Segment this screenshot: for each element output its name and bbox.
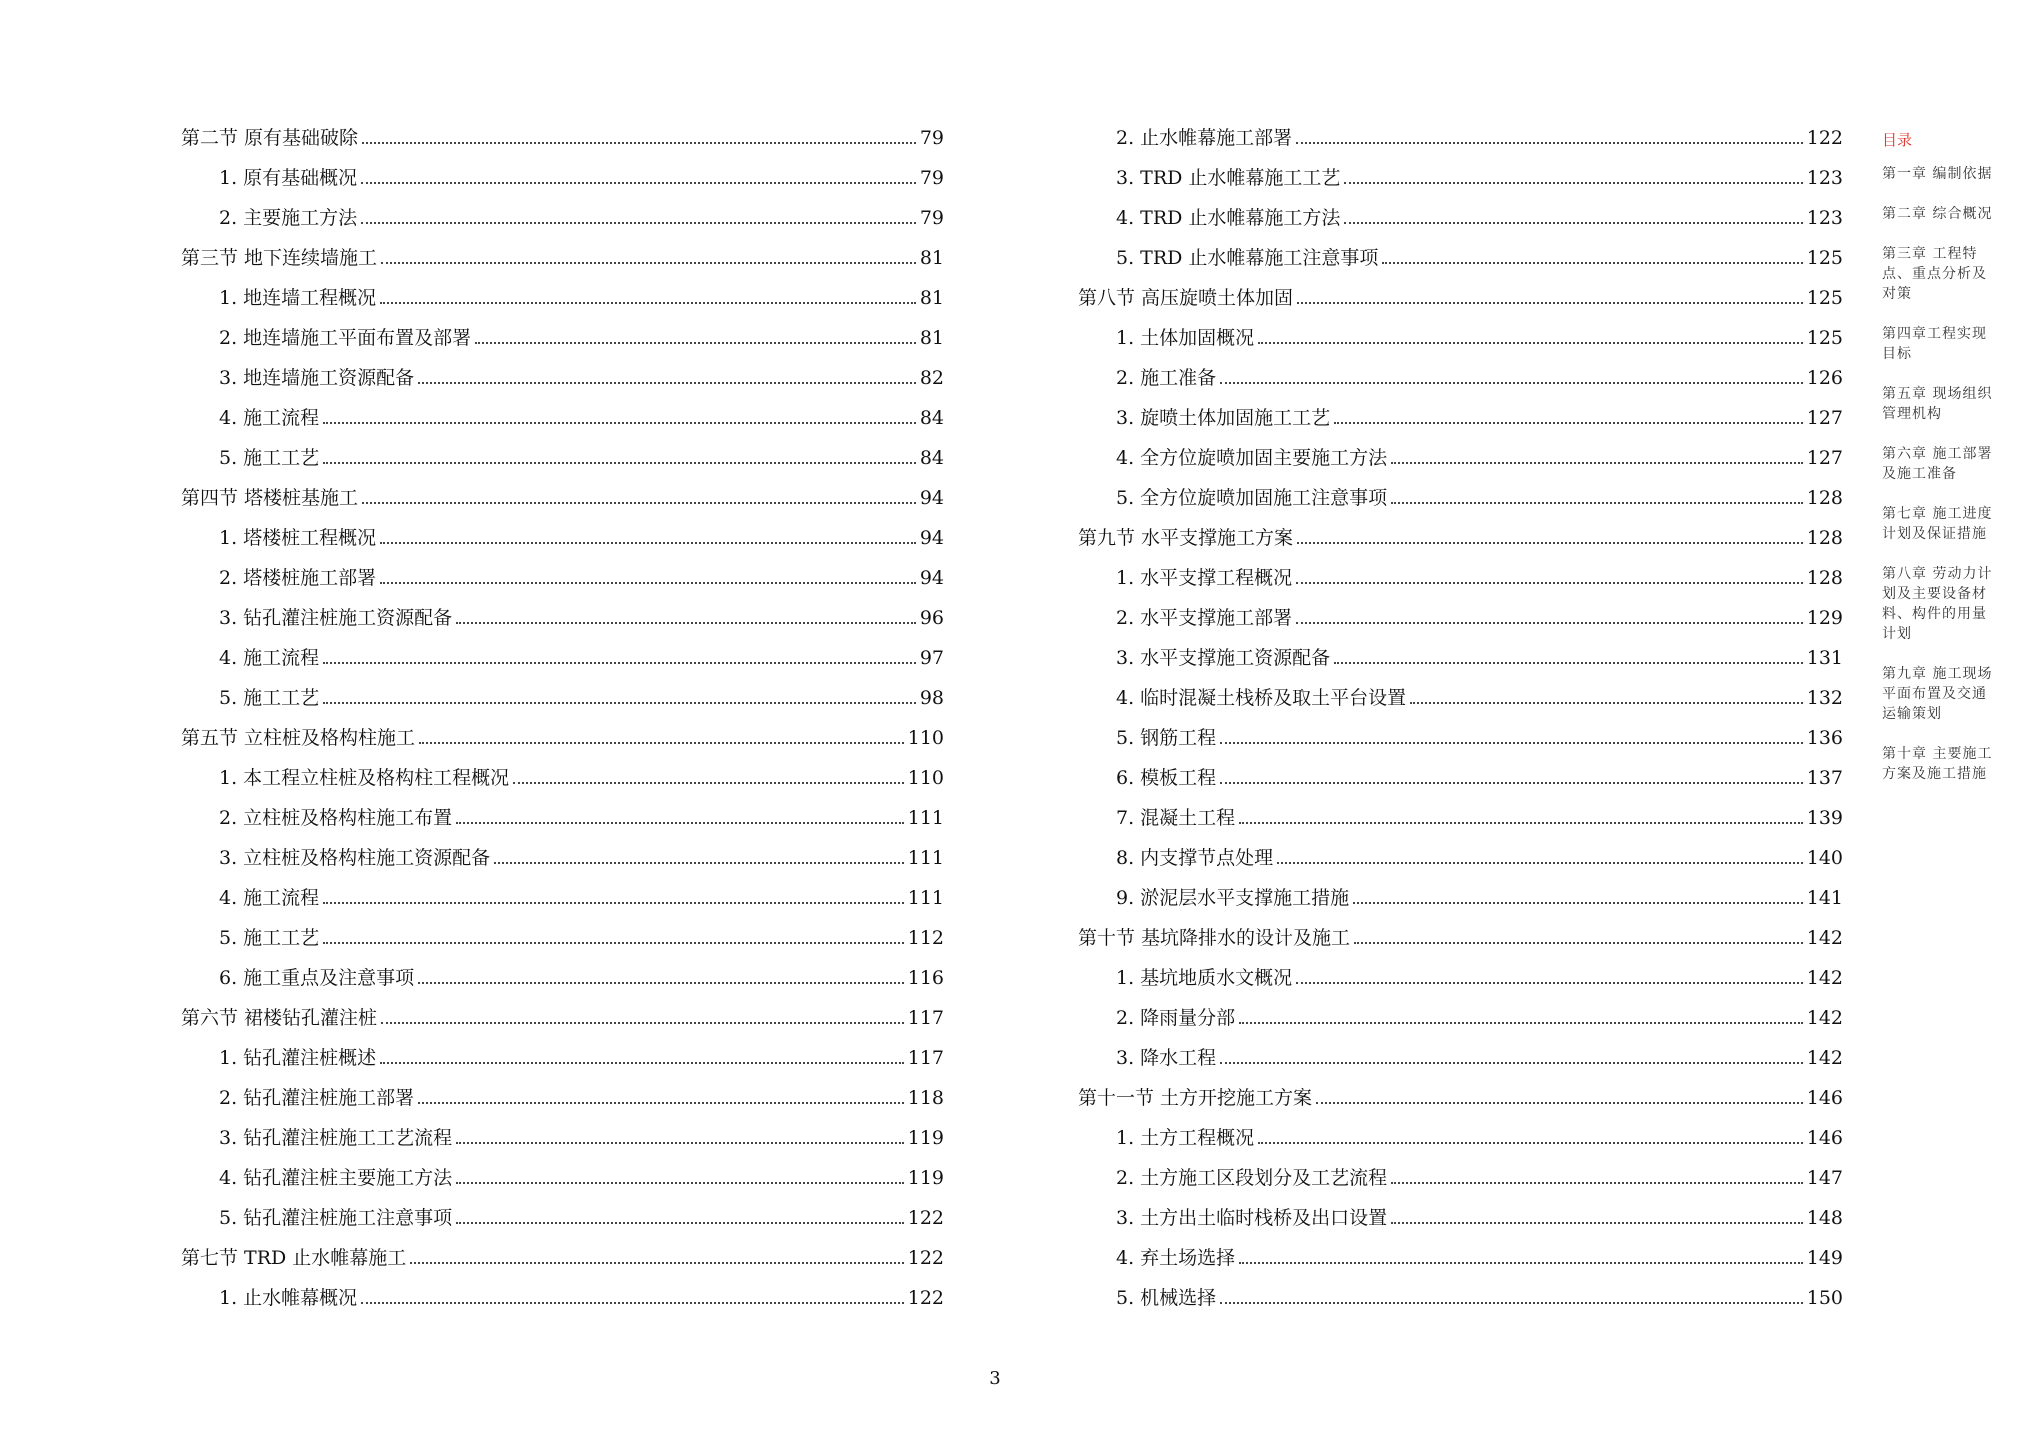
toc-entry-title: 9. 淤泥层水平支撑施工措施	[1116, 887, 1350, 909]
toc-page-number: 136	[1806, 727, 1843, 749]
dot-leader	[380, 562, 916, 584]
toc-page-number: 122	[907, 1247, 944, 1269]
dot-leader	[323, 442, 916, 464]
toc-page-number: 142	[1806, 1007, 1843, 1029]
toc-entry-title: 5. TRD 止水帷幕施工注意事项	[1116, 247, 1379, 269]
toc-page-number: 79	[919, 127, 944, 149]
toc-page-number: 82	[919, 367, 944, 389]
toc-page-number: 137	[1806, 767, 1843, 789]
dot-leader	[1277, 842, 1803, 864]
toc-entry-title: 1. 本工程立柱桩及格构柱工程概况	[219, 767, 510, 789]
toc-page-number: 117	[907, 1007, 944, 1029]
toc-item-row[interactable]	[1078, 1158, 1843, 1198]
toc-item-row[interactable]	[1078, 238, 1843, 278]
toc-page-number: 96	[919, 607, 944, 629]
toc-page-number: 146	[1806, 1127, 1843, 1149]
dot-leader	[513, 762, 904, 784]
dot-leader	[1391, 442, 1803, 464]
toc-entry-title: 5. 施工工艺	[219, 687, 320, 709]
toc-entry-title: 2. 主要施工方法	[219, 207, 358, 229]
toc-page-number: 122	[907, 1287, 944, 1309]
dot-leader	[1316, 1082, 1803, 1104]
toc-entry-title: 3. TRD 止水帷幕施工工艺	[1116, 167, 1341, 189]
toc-entry-title: 2. 立柱桩及格构柱施工布置	[219, 807, 453, 829]
toc-item-row[interactable]	[1078, 798, 1843, 838]
dot-leader	[1296, 122, 1803, 144]
toc-page-number: 119	[907, 1167, 944, 1189]
dot-leader	[323, 642, 916, 664]
toc-page-number: 148	[1806, 1207, 1843, 1229]
toc-page-number: 126	[1806, 367, 1843, 389]
dot-leader	[1296, 562, 1803, 584]
toc-entry-title: 5. 钢筋工程	[1116, 727, 1217, 749]
toc-entry-title: 3. 水平支撑施工资源配备	[1116, 647, 1331, 669]
outline-chapter-link[interactable]: 第五章 现场组织管理机构	[1882, 386, 1993, 422]
toc-entry-title: 1. 水平支撑工程概况	[1116, 567, 1293, 589]
toc-page-number: 125	[1806, 247, 1843, 269]
toc-entry-title: 第十节 基坑降排水的设计及施工	[1078, 927, 1351, 949]
toc-entry-title: 3. 旋喷土体加固施工工艺	[1116, 407, 1331, 429]
outline-chapter-link[interactable]: 第六章 施工部署及施工准备	[1882, 446, 1993, 482]
toc-item-row[interactable]	[1078, 598, 1843, 638]
toc-entry-title: 2. 水平支撑施工部署	[1116, 607, 1293, 629]
toc-section-row[interactable]	[181, 238, 944, 278]
outline-chapter-link[interactable]: 第二章 综合概况	[1882, 206, 1993, 222]
toc-entry-title: 1. 土方工程概况	[1116, 1127, 1255, 1149]
outline-title[interactable]: 目录	[1882, 131, 1913, 149]
toc-item-row[interactable]	[1078, 118, 1843, 158]
toc-entry-title: 2. 塔楼桩施工部署	[219, 567, 377, 589]
toc-page-number: 142	[1806, 1047, 1843, 1069]
toc-page-number: 129	[1806, 607, 1843, 629]
outline-chapter-link[interactable]: 第四章工程实现目标	[1882, 326, 1987, 362]
dot-leader	[1344, 202, 1802, 224]
toc-page-number: 150	[1806, 1287, 1843, 1309]
toc-page-number: 142	[1806, 967, 1843, 989]
toc-entry-title: 第五节 立柱桩及格构柱施工	[181, 727, 416, 749]
dot-leader	[380, 282, 916, 304]
toc-page-number: 123	[1806, 207, 1843, 229]
toc-page-number: 97	[919, 647, 944, 669]
toc-entry-title: 4. 施工流程	[219, 887, 320, 909]
dot-leader	[1391, 482, 1803, 504]
toc-item-row[interactable]	[1078, 838, 1843, 878]
toc-entry-title: 5. 全方位旋喷加固施工注意事项	[1116, 487, 1388, 509]
toc-section-row[interactable]	[181, 1238, 944, 1278]
page-number: 3	[989, 1368, 1001, 1389]
dot-leader	[1220, 1042, 1803, 1064]
toc-item-row[interactable]	[181, 278, 944, 318]
toc-page-number: 141	[1806, 887, 1843, 909]
toc-entry-title: 第四节 塔楼桩基施工	[181, 487, 359, 509]
toc-page-number: 110	[907, 727, 944, 749]
toc-page-number: 110	[907, 767, 944, 789]
toc-item-row[interactable]	[181, 198, 944, 238]
toc-page-number: 79	[919, 167, 944, 189]
toc-entry-title: 2. 土方施工区段划分及工艺流程	[1116, 1167, 1388, 1189]
outline-nav	[1882, 130, 1994, 804]
dot-leader	[323, 682, 916, 704]
toc-page-number: 147	[1806, 1167, 1843, 1189]
toc-entry-title: 3. 土方出土临时栈桥及出口设置	[1116, 1207, 1388, 1229]
toc-page-number: 122	[1806, 127, 1843, 149]
dot-leader	[1354, 922, 1803, 944]
dot-leader	[418, 962, 904, 984]
toc-page-number: 81	[919, 327, 944, 349]
toc-item-row[interactable]	[181, 918, 944, 958]
toc-item-row[interactable]	[181, 798, 944, 838]
dot-leader	[1220, 762, 1803, 784]
toc-section-row[interactable]	[1078, 918, 1843, 958]
toc-entry-title: 4. 钻孔灌注桩主要施工方法	[219, 1167, 453, 1189]
toc-entry-title: 2. 地连墙施工平面布置及部署	[219, 327, 472, 349]
toc-item-row[interactable]	[181, 838, 944, 878]
toc-section-row[interactable]	[1078, 278, 1843, 318]
toc-page-number: 84	[919, 407, 944, 429]
toc-item-row[interactable]	[1078, 678, 1843, 718]
toc-page-number: 128	[1806, 527, 1843, 549]
dot-leader	[1410, 682, 1803, 704]
toc-entry-title: 5. 施工工艺	[219, 927, 320, 949]
toc-column-left	[181, 118, 944, 1318]
toc-entry-title: 8. 内支撑节点处理	[1116, 847, 1274, 869]
toc-page-number: 127	[1806, 447, 1843, 469]
dot-leader	[323, 922, 904, 944]
dot-leader	[419, 722, 904, 744]
dot-leader	[361, 1282, 904, 1304]
dot-leader	[418, 362, 916, 384]
toc-item-row[interactable]	[1078, 998, 1843, 1038]
toc-item-row[interactable]	[1078, 758, 1843, 798]
dot-leader	[1353, 882, 1803, 904]
toc-entry-title: 1. 土体加固概况	[1116, 327, 1255, 349]
dot-leader	[1334, 402, 1803, 424]
dot-leader	[1220, 362, 1803, 384]
dot-leader	[1239, 1242, 1803, 1264]
dot-leader	[1297, 522, 1803, 544]
dot-leader	[362, 482, 916, 504]
dot-leader	[1239, 802, 1803, 824]
toc-entry-title: 1. 钻孔灌注桩概述	[219, 1047, 377, 1069]
toc-entry-title: 4. 施工流程	[219, 407, 320, 429]
dot-leader	[380, 522, 916, 544]
toc-item-row[interactable]	[1078, 318, 1843, 358]
toc-entry-title: 1. 地连墙工程概况	[219, 287, 377, 309]
toc-entry-title: 7. 混凝土工程	[1116, 807, 1236, 829]
toc-item-row[interactable]	[1078, 558, 1843, 598]
toc-item-row[interactable]	[1078, 1198, 1843, 1238]
outline-chapter-link[interactable]: 第三章 工程特点、重点分析及对策	[1882, 246, 1987, 302]
toc-page-number: 125	[1806, 327, 1843, 349]
toc-item-row[interactable]	[181, 758, 944, 798]
toc-section-row[interactable]	[1078, 1078, 1843, 1118]
toc-entry-title: 2. 钻孔灌注桩施工部署	[219, 1087, 415, 1109]
toc-entry-title: 第十一节 土方开挖施工方案	[1078, 1087, 1313, 1109]
toc-page-number: 123	[1806, 167, 1843, 189]
toc-entry-title: 1. 基坑地质水文概况	[1116, 967, 1293, 989]
toc-section-row[interactable]	[181, 718, 944, 758]
dot-leader	[323, 882, 904, 904]
dot-leader	[1220, 722, 1803, 744]
toc-item-row[interactable]	[1078, 358, 1843, 398]
toc-item-row[interactable]	[181, 438, 944, 478]
outline-chapter-list	[1882, 164, 1994, 784]
toc-item-row[interactable]	[1078, 718, 1843, 758]
dot-leader	[381, 242, 916, 264]
toc-section-row[interactable]	[1078, 518, 1843, 558]
toc-entry-title: 2. 施工准备	[1116, 367, 1217, 389]
toc-page-number: 149	[1806, 1247, 1843, 1269]
toc-entry-title: 1. 止水帷幕概况	[219, 1287, 358, 1309]
toc-item-row[interactable]	[181, 1118, 944, 1158]
toc-page-number: 111	[907, 807, 944, 829]
toc-item-row[interactable]	[181, 598, 944, 638]
toc-page-number: 111	[907, 887, 944, 909]
dot-leader	[381, 1002, 904, 1024]
toc-page-number: 81	[919, 247, 944, 269]
dot-leader	[494, 842, 904, 864]
dot-leader	[1296, 602, 1803, 624]
toc-page-number: 132	[1806, 687, 1843, 709]
toc-item-row[interactable]	[1078, 1278, 1843, 1318]
outline-chapter-link[interactable]: 第十章 主要施工方案及施工措施	[1882, 746, 1993, 782]
toc-item-row[interactable]	[181, 678, 944, 718]
toc-page-number: 111	[907, 847, 944, 869]
toc-entry-title: 4. TRD 止水帷幕施工方法	[1116, 207, 1341, 229]
toc-entry-title: 第六节 裙楼钻孔灌注桩	[181, 1007, 378, 1029]
toc-item-row[interactable]	[1078, 1038, 1843, 1078]
dot-leader	[1382, 242, 1802, 264]
dot-leader	[1391, 1202, 1803, 1224]
outline-chapter-link[interactable]: 第七章 施工进度计划及保证措施	[1882, 506, 1993, 542]
dot-leader	[475, 322, 916, 344]
toc-entry-title: 3. 降水工程	[1116, 1047, 1217, 1069]
toc-section-row[interactable]	[181, 998, 944, 1038]
toc-entry-title: 4. 全方位旋喷加固主要施工方法	[1116, 447, 1388, 469]
dot-leader	[410, 1242, 903, 1264]
toc-entry-title: 4. 弃土场选择	[1116, 1247, 1236, 1269]
toc-entry-title: 1. 塔楼桩工程概况	[219, 527, 377, 549]
toc-page-number: 117	[907, 1047, 944, 1069]
toc-entry-title: 6. 模板工程	[1116, 767, 1217, 789]
dot-leader	[456, 1202, 904, 1224]
toc-page-number: 128	[1806, 487, 1843, 509]
toc-item-row[interactable]	[181, 398, 944, 438]
toc-entry-title: 2. 降雨量分部	[1116, 1007, 1236, 1029]
dot-leader	[456, 1122, 904, 1144]
toc-page-number: 94	[919, 567, 944, 589]
dot-leader	[1334, 642, 1803, 664]
dot-leader	[1220, 1282, 1803, 1304]
toc-section-row[interactable]	[181, 478, 944, 518]
dot-leader	[380, 1042, 904, 1064]
toc-page-number: 142	[1806, 927, 1843, 949]
toc-page-number: 79	[919, 207, 944, 229]
toc-column-right	[1078, 118, 1843, 1318]
toc-item-row[interactable]	[1078, 398, 1843, 438]
toc-entry-title: 5. 施工工艺	[219, 447, 320, 469]
toc-entry-title: 3. 钻孔灌注桩施工资源配备	[219, 607, 453, 629]
toc-item-row[interactable]	[1078, 1118, 1843, 1158]
toc-item-row[interactable]	[181, 358, 944, 398]
toc-page-number: 119	[907, 1127, 944, 1149]
toc-entry-title: 3. 立柱桩及格构柱施工资源配备	[219, 847, 491, 869]
toc-entry-title: 第八节 高压旋喷土体加固	[1078, 287, 1294, 309]
toc-entry-title: 5. 钻孔灌注桩施工注意事项	[219, 1207, 453, 1229]
toc-item-row[interactable]	[1078, 158, 1843, 198]
toc-page-number: 139	[1806, 807, 1843, 829]
toc-page-number: 118	[907, 1087, 944, 1109]
dot-leader	[1239, 1002, 1803, 1024]
toc-entry-title: 2. 止水帷幕施工部署	[1116, 127, 1293, 149]
toc-item-row[interactable]	[1078, 438, 1843, 478]
toc-item-row[interactable]	[181, 958, 944, 998]
toc-page-number: 98	[919, 687, 944, 709]
toc-page-number: 84	[919, 447, 944, 469]
dot-leader	[1297, 282, 1803, 304]
toc-entry-title: 1. 原有基础概况	[219, 167, 358, 189]
toc-item-row[interactable]	[1078, 198, 1843, 238]
toc-page-number: 146	[1806, 1087, 1843, 1109]
outline-chapter-link[interactable]: 第八章 劳动力计划及主要设备材料、构件的用量计划	[1882, 566, 1993, 642]
toc-item-row[interactable]	[181, 558, 944, 598]
toc-entry-title: 5. 机械选择	[1116, 1287, 1217, 1309]
dot-leader	[418, 1082, 904, 1104]
toc-item-row[interactable]	[181, 1078, 944, 1118]
toc-page-number: 94	[919, 487, 944, 509]
toc-page-number: 125	[1806, 287, 1843, 309]
dot-leader	[1391, 1162, 1803, 1184]
dot-leader	[361, 202, 916, 224]
toc-page-number: 122	[907, 1207, 944, 1229]
toc-entry-title: 第三节 地下连续墙施工	[181, 247, 378, 269]
toc-page-number: 128	[1806, 567, 1843, 589]
toc-item-row[interactable]	[1078, 878, 1843, 918]
toc-page-number: 112	[907, 927, 944, 949]
toc-item-row[interactable]	[181, 1278, 944, 1318]
dot-leader	[1296, 962, 1803, 984]
toc-item-row[interactable]	[181, 1158, 944, 1198]
toc-item-row[interactable]	[181, 318, 944, 358]
toc-item-row[interactable]	[181, 1038, 944, 1078]
toc-item-row[interactable]	[181, 1198, 944, 1238]
toc-entry-title: 第二节 原有基础破除	[181, 127, 359, 149]
toc-item-row[interactable]	[1078, 1238, 1843, 1278]
outline-chapter-link[interactable]: 第九章 施工现场平面布置及交通运输策划	[1882, 666, 1993, 722]
toc-entry-title: 6. 施工重点及注意事项	[219, 967, 415, 989]
toc-item-row[interactable]	[181, 158, 944, 198]
dot-leader	[323, 402, 916, 424]
toc-page-number: 81	[919, 287, 944, 309]
toc-item-row[interactable]	[1078, 478, 1843, 518]
toc-page-number: 127	[1806, 407, 1843, 429]
dot-leader	[361, 162, 916, 184]
toc-entry-title: 3. 地连墙施工资源配备	[219, 367, 415, 389]
toc-page-number: 94	[919, 527, 944, 549]
dot-leader	[1258, 322, 1803, 344]
toc-item-row[interactable]	[181, 518, 944, 558]
dot-leader	[456, 602, 916, 624]
outline-chapter-link[interactable]: 第一章 编制依据	[1882, 166, 1993, 182]
toc-entry-title: 3. 钻孔灌注桩施工工艺流程	[219, 1127, 453, 1149]
dot-leader	[1344, 162, 1802, 184]
toc-page-number: 116	[907, 967, 944, 989]
toc-page-number: 140	[1806, 847, 1843, 869]
dot-leader	[456, 1162, 904, 1184]
toc-entry-title: 第九节 水平支撑施工方案	[1078, 527, 1294, 549]
toc-item-row[interactable]	[1078, 638, 1843, 678]
dot-leader	[1258, 1122, 1803, 1144]
toc-entry-title: 4. 临时混凝土栈桥及取土平台设置	[1116, 687, 1407, 709]
toc-entry-title: 第七节 TRD 止水帷幕施工	[181, 1247, 407, 1269]
toc-section-row[interactable]	[181, 118, 944, 158]
toc-item-row[interactable]	[181, 638, 944, 678]
toc-entry-title: 4. 施工流程	[219, 647, 320, 669]
toc-item-row[interactable]	[181, 878, 944, 918]
toc-page-number: 131	[1806, 647, 1843, 669]
toc-item-row[interactable]	[1078, 958, 1843, 998]
dot-leader	[456, 802, 904, 824]
dot-leader	[362, 122, 916, 144]
